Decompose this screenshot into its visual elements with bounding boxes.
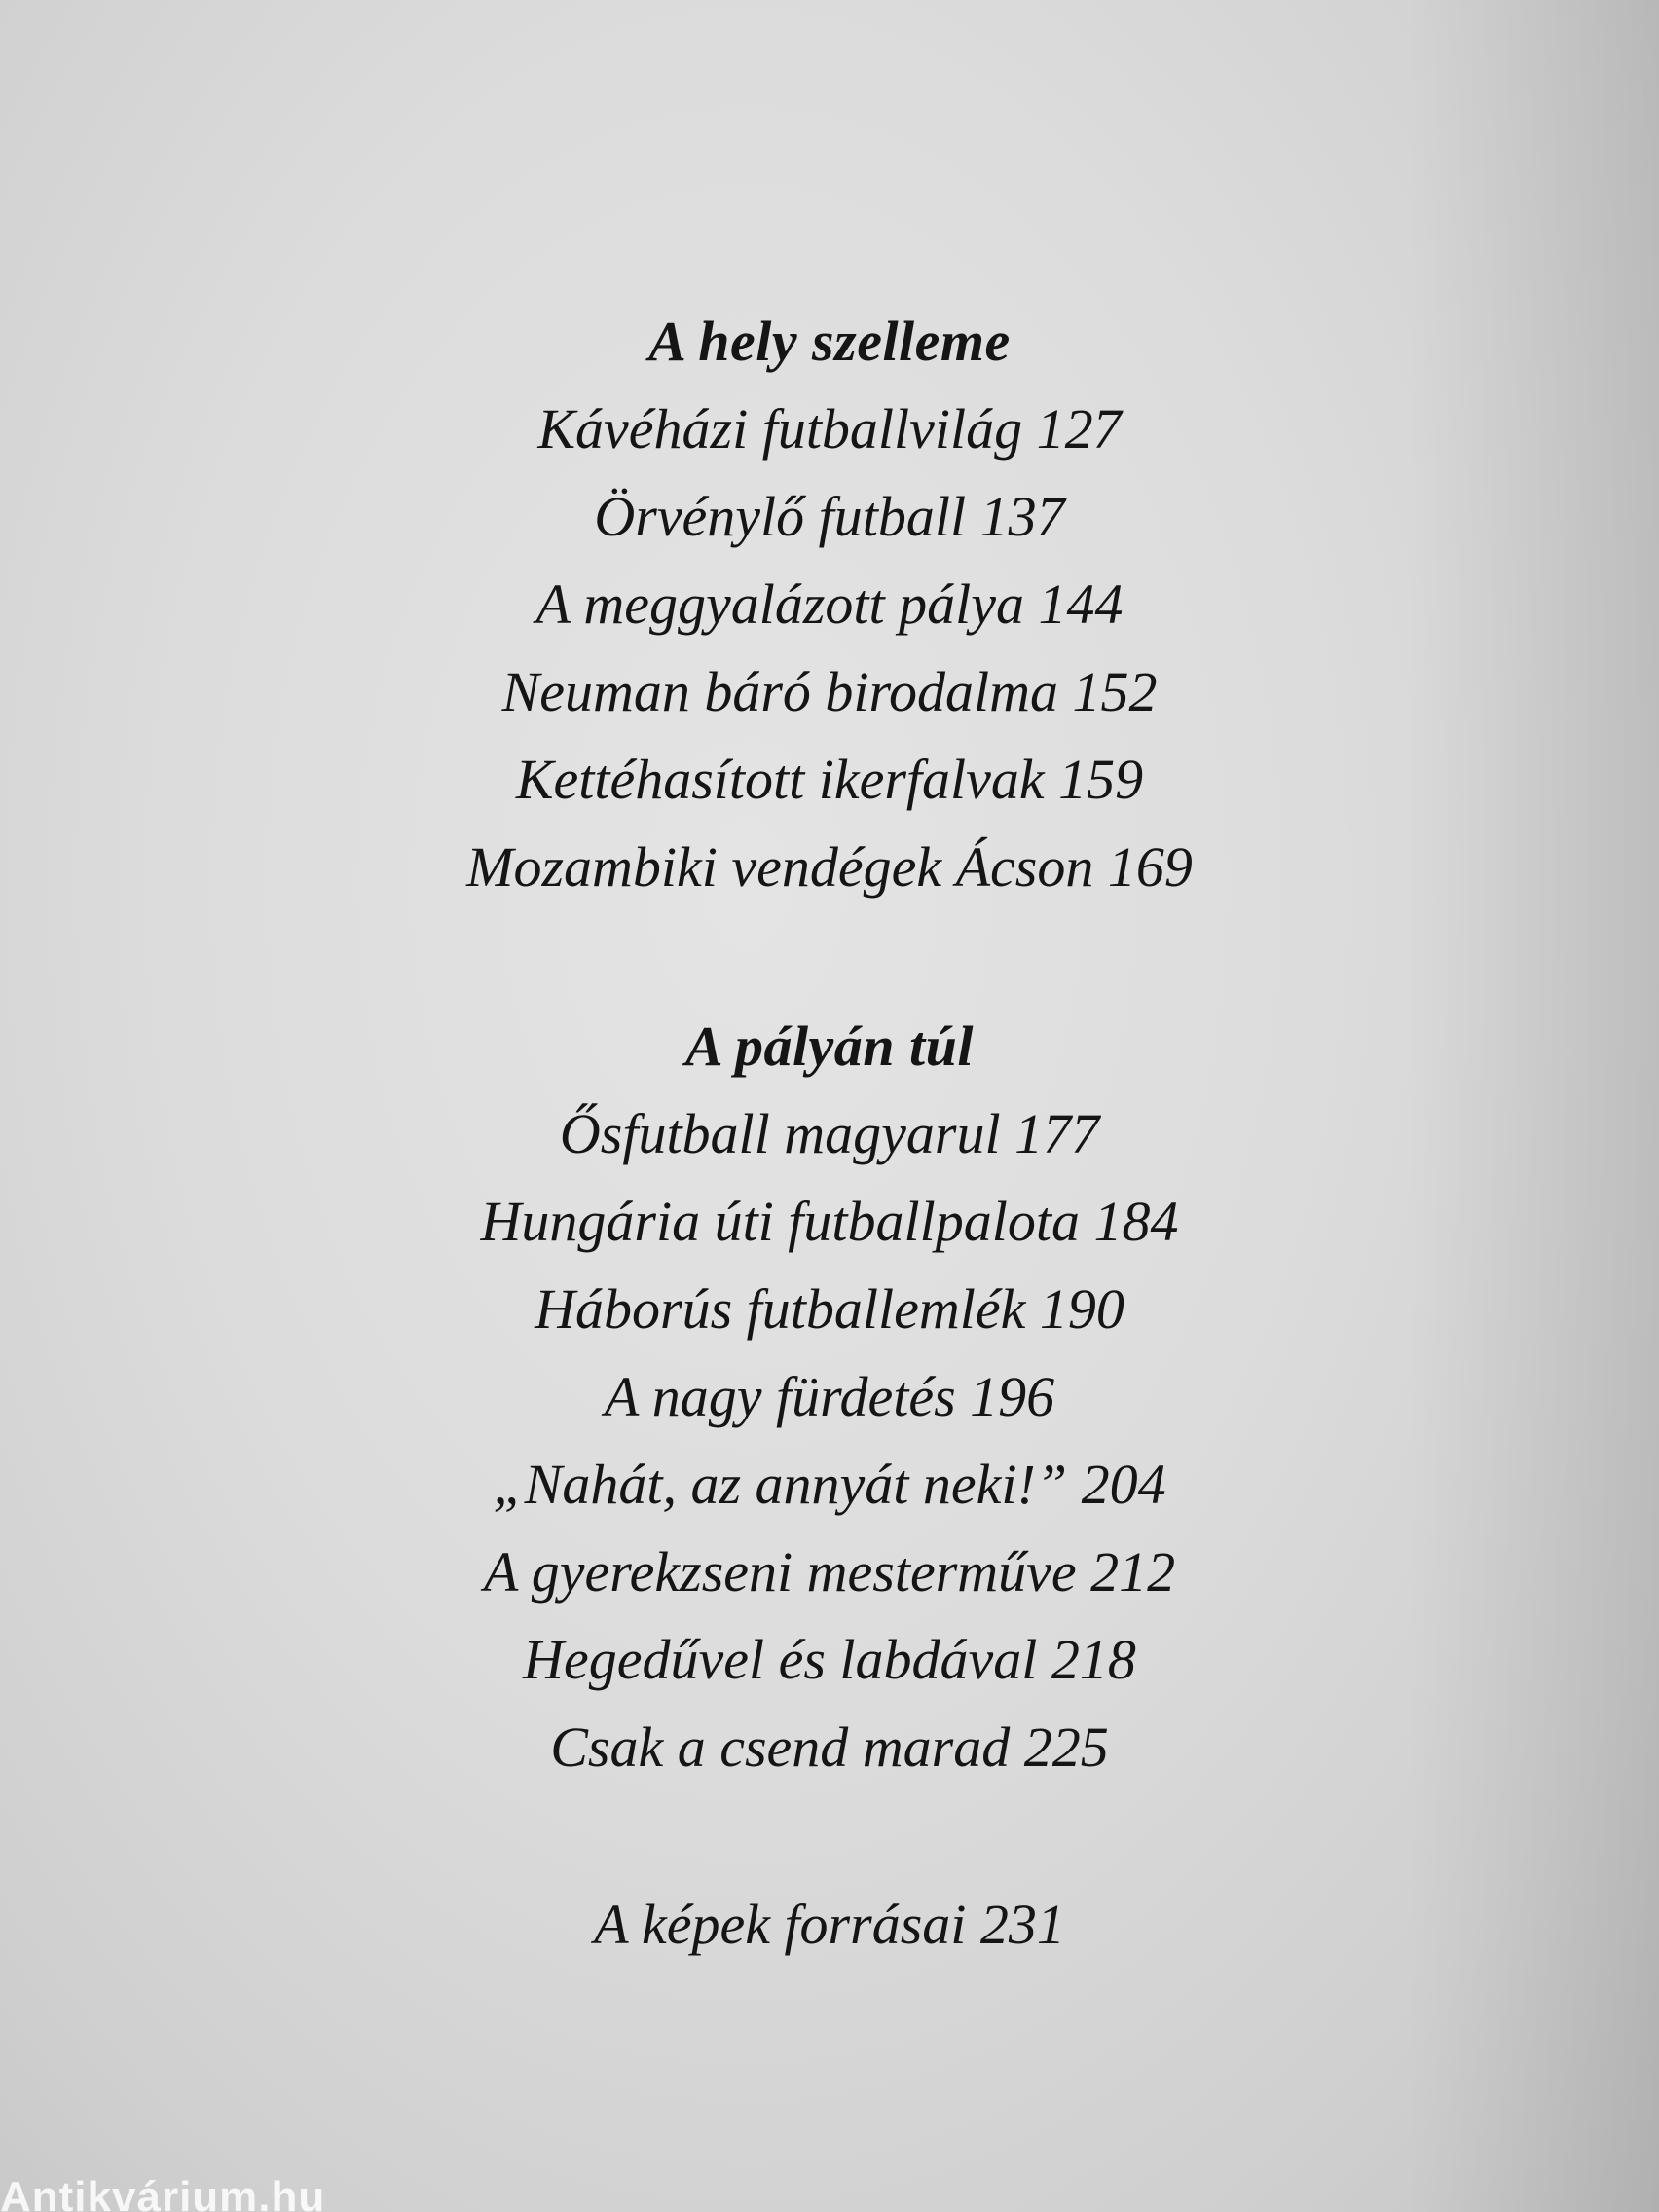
toc-entry: A nagy fürdetés 196 [604,1365,1055,1428]
toc-section-2 [0,1003,1659,1791]
toc-entry-image-sources: A képek forrásai 231 [594,1893,1065,1956]
toc-entry: A meggyalázott pálya 144 [535,572,1124,636]
section-title: A hely szelleme [648,310,1011,373]
toc-entry: Kettéhasított ikerfalvak 159 [515,748,1144,811]
toc-entry: Mozambiki vendégek Ácson 169 [466,835,1193,899]
toc-entry: Hegedűvel és labdával 218 [523,1628,1136,1691]
toc-entry: Hungária úti futballpalota 184 [480,1190,1179,1253]
toc-entry: Háborús futballemlék 190 [535,1277,1124,1341]
toc-entry: „Nahát, az annyát neki!” 204 [493,1453,1166,1516]
toc-entry: Örvénylő futball 137 [594,485,1065,548]
toc-entry: Ősfutball magyarul 177 [559,1102,1100,1165]
watermark: Antikvárium.hu [0,2173,326,2212]
section-title: A pályán túl [684,1014,975,1078]
toc-entry: Csak a csend marad 225 [550,1715,1109,1779]
toc-entry: Neuman báró birodalma 152 [501,660,1158,723]
toc-section-1 [0,298,1659,911]
toc-entry: Kávéházi futballvilág 127 [537,397,1122,461]
toc-entry: A gyerekzseni mesterműve 212 [483,1540,1176,1604]
